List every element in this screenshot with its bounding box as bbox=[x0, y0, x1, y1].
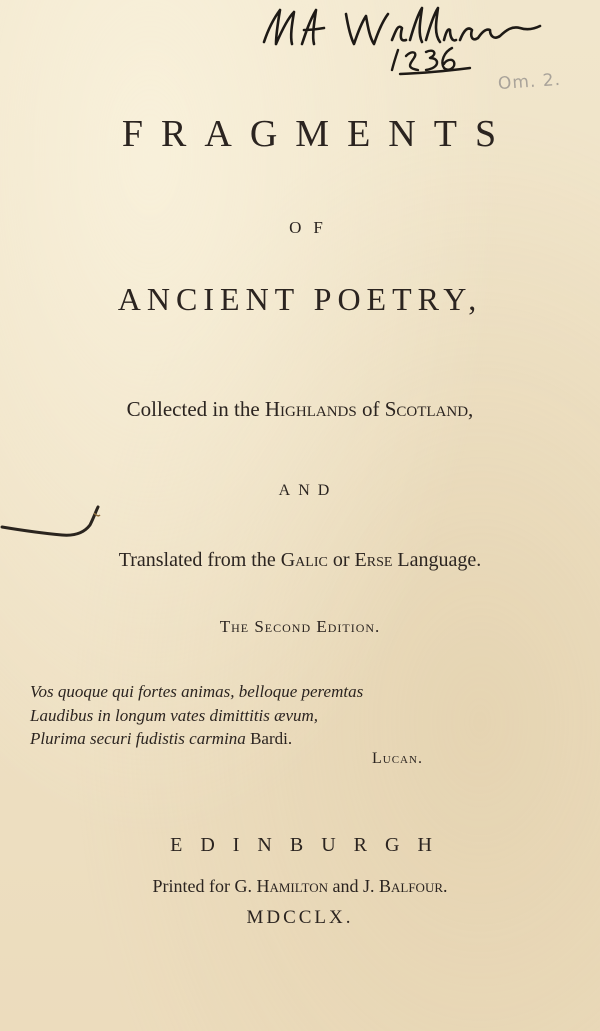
collected-mid: of bbox=[356, 397, 385, 421]
epigraph-line-1 bbox=[30, 680, 440, 704]
signature-text bbox=[258, 6, 502, 44]
epigraph bbox=[30, 680, 440, 751]
collected-line bbox=[0, 397, 600, 422]
epigraph-line-2 bbox=[30, 704, 440, 728]
epigraph-line-3 bbox=[30, 727, 440, 751]
epigraph-line-3-italic: Plurima securi fudistis carmina bbox=[30, 729, 246, 748]
imprint-city: EDINBURGH bbox=[170, 834, 450, 856]
pen-stroke-mark bbox=[0, 505, 110, 555]
imprint-printer1: Hamilton bbox=[256, 876, 328, 896]
imprint-printed-mid: and J. bbox=[327, 876, 379, 896]
imprint-year: MDCCLX. bbox=[246, 907, 354, 928]
translated-pre: Translated from the bbox=[118, 549, 281, 571]
translated-lang2: Erse bbox=[354, 549, 393, 571]
epigraph-line-2-text: Laudibus in longum vates dimittitis ævum, bbox=[30, 705, 319, 725]
translated-post: Language. bbox=[392, 549, 482, 571]
title-connector: OF bbox=[289, 218, 335, 237]
collected-pre: Collected in the bbox=[126, 397, 265, 421]
translated-mid: or bbox=[327, 549, 355, 571]
page-title: FRAGMENTS bbox=[121, 113, 515, 155]
imprint-printers bbox=[0, 876, 600, 897]
pencil-shelfmark: Om. 2. bbox=[497, 69, 562, 95]
collected-place2: Scotland, bbox=[384, 397, 474, 421]
and-connector: AND bbox=[278, 482, 338, 499]
translated-line bbox=[0, 549, 600, 572]
epigraph-author: Lucan. bbox=[372, 750, 423, 767]
epigraph-line-1-text: Vos quoque qui fortes animas, belloque peremtas bbox=[30, 682, 364, 701]
signature-year bbox=[392, 46, 436, 72]
collected-place1: Highlands bbox=[264, 397, 357, 421]
translated-lang1: Galic bbox=[280, 549, 328, 571]
imprint-printer2: Balfour. bbox=[378, 876, 448, 896]
epigraph-line-3-roman: Bardi. bbox=[245, 729, 293, 748]
page-subtitle: ANCIENT POETRY, bbox=[117, 281, 483, 317]
edition-note: The Second Edition. bbox=[219, 617, 381, 636]
imprint-printed-pre: Printed for G. bbox=[152, 876, 257, 896]
